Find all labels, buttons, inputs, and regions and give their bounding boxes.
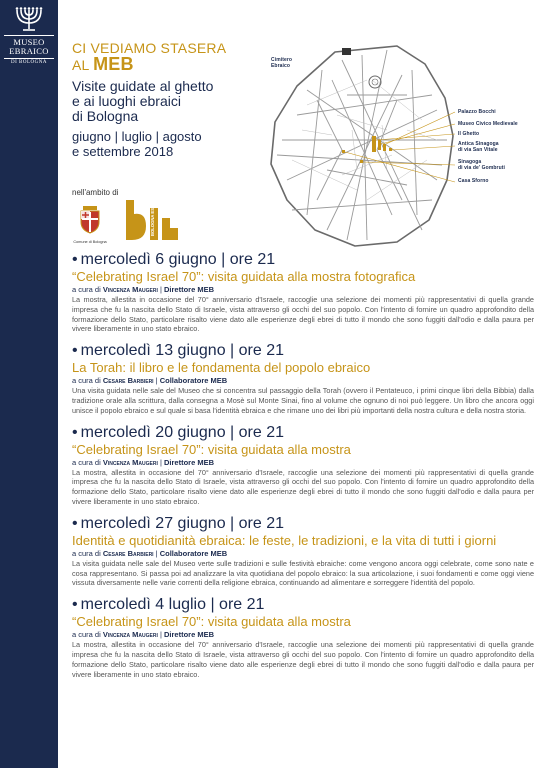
event-description: Una visita guidata nelle sale del Museo che si concentra sul passaggio della Torah (ovvero il Pentateuco, i primi cinque libri della Bibbia) dalla tradizione orale alla scrittura, dalla consegna a Mosè sul Monte Sinai, fino al volume che ognuno di noi può leggere. Un libro che ancora oggi unisce il popolo ebraico e sul quale si basa l'identità ebraica e che rimane uno dei libri più importanti della nostra cultura e della nostra storia. <box>72 386 534 415</box>
hero-subtitle-line: e ai luoghi ebraici <box>72 93 181 109</box>
map-label-sinagoga: Sinagoga di via de' Gombruti <box>458 159 505 171</box>
event-curator: a cura di Cesare Barbieri | Collaboratore MEB <box>72 376 228 386</box>
tagline-meb: MEB <box>93 54 134 74</box>
casa-sforno-marker <box>342 150 345 153</box>
event-title: Identità e quotidianità ebraica: le feste, le tradizioni, e la vita di tutti i giorni <box>72 532 497 548</box>
event-description: La mostra, allestita in occasione del 70° anniversario d'Israele, raccoglie una selezione dei momenti più rappresentativi di quella grande impresa che fu la nascita dello Stato di Israele, vista attraverso gli occhi del suo popolo. Con l'intento di fornire un quadro approfondito della formazione dello Stato, particolare risalto viene dato alle esperienze degli ebrei di tutto il mondo che sono fuggiti dall'odio e dalla paura per vivere liberamente in uno stato ebraico. <box>72 467 534 506</box>
events-list <box>72 251 534 687</box>
event-date: • mercoledì 6 giugno | ore 21 <box>72 251 276 268</box>
map-label-antica-sinagoga: Antica Sinagoga di via San Vitale <box>458 141 499 153</box>
event-item <box>72 596 534 679</box>
event-title: La Torah: il libro e le fondamenta del popolo ebraico <box>72 360 371 376</box>
comune-label: Comune di Bologna <box>73 240 107 244</box>
tagline-small: CI VEDIAMO STASERA <box>72 40 227 56</box>
event-curator: a cura di Cesare Barbieri | Collaboratore MEB <box>72 548 228 558</box>
antica-sinagoga-marker <box>389 148 392 151</box>
partners-block <box>72 188 155 244</box>
ghetto-map <box>247 40 532 250</box>
event-title: “Celebrating Israel 70”: visita guidata alla mostra <box>72 614 351 630</box>
event-curator: a cura di Vincenza Maugeri | Direttore MEB <box>72 630 215 640</box>
event-curator: a cura di Vincenza Maugeri | Direttore MEB <box>72 457 215 467</box>
coat-of-arms-icon <box>79 204 101 234</box>
hero-dates <box>72 129 252 159</box>
hero-subtitle <box>72 79 252 124</box>
event-date: • mercoledì 27 giugno | ore 21 <box>72 514 285 532</box>
hero-subtitle-line: di Bologna <box>72 108 139 124</box>
event-date: • mercoledì 4 luglio | ore 21 <box>72 596 265 614</box>
logo-line-ebraico: EBRAICO <box>9 46 49 56</box>
event-item <box>72 515 534 588</box>
event-curator: a cura di Vincenza Maugeri | Direttore MEB <box>72 285 215 294</box>
event-date: • mercoledì 20 giugno | ore 21 <box>72 423 285 441</box>
museo-marker <box>378 140 381 150</box>
tagline <box>72 40 252 73</box>
hero-dates-line: giugno | luglio | agosto <box>72 129 202 144</box>
event-item <box>72 342 534 415</box>
map-label-cimitero: Cimitero Ebraico <box>271 57 293 69</box>
tagline-prefix: AL <box>72 57 90 73</box>
event-description: La visita guidata nelle sale del Museo verte sulle tradizioni e sulle festività ebraiche: come vengono ancora oggi celebrate, come sono nate e cosa rappresentano. Si passa poi ad analizzare la vita quotidiana del popolo ebraico: la sua articolazione, i suoi fondamenti e come oggi viene vissuta diversamente nelle varie correnti della religione ebraica, continuando ad alimentare e sorreggere l'identità del popolo. <box>72 558 534 588</box>
map-label-museo: Museo Civico Medievale <box>458 121 518 127</box>
event-item <box>72 251 534 334</box>
hero-dates-line: e settembre 2018 <box>72 144 174 159</box>
cemetery-marker <box>342 48 351 55</box>
ambito-label: nell'ambito di <box>72 188 119 197</box>
museum-logo <box>4 6 54 65</box>
bologna-estate-text: BOLOGNA ESTATE <box>150 200 155 236</box>
event-date: • mercoledì 13 giugno | ore 21 <box>72 342 285 360</box>
event-title: “Celebrating Israel 70”: visita guidata alla mostra <box>72 441 351 457</box>
sinagoga-marker <box>360 160 363 163</box>
logo-line-museo: MUSEO <box>4 35 54 47</box>
palazzo-marker <box>383 144 386 151</box>
bologna-estate-logo <box>124 200 180 245</box>
hero-block <box>72 40 252 159</box>
menorah-icon <box>14 6 44 32</box>
hero-subtitle-line: Visite guidate al ghetto <box>72 78 214 94</box>
logo-line-bologna: DI BOLOGNA <box>4 58 54 65</box>
event-description: La mostra, allestita in occasione del 70° anniversario d'Israele, raccoglie una selezione dei momenti più rappresentativi di quella grande impresa che fu la nascita dello Stato di Israele, vista attraverso gli occhi del suo popolo. Con l'intento di fornire un quadro approfondito della formazione dello Stato, particolare risalto viene dato alle esperienze degli ebrei di tutto il mondo che sono fuggiti dall'odio e dalla paura per vivere liberamente in uno stato ebraico. <box>72 640 534 679</box>
map-label-palazzo: Palazzo Bocchi <box>458 109 496 115</box>
event-item <box>72 424 534 507</box>
event-title: “Celebrating Israel 70”: visita guidata alla mostra fotografica <box>72 269 416 284</box>
event-description: La mostra, allestita in occasione del 70° anniversario d'Israele, raccoglie una selezione dei momenti più rappresentativi di quella grande impresa che fu la nascita dello Stato di Israele, vista attraverso gli occhi del suo popolo. Con l'intento di fornire un quadro approfondito della formazione dello Stato, particolare risalto viene dato alle esperienze degli ebrei di tutto il mondo che sono fuggiti dall'odio e dalla paura per vivere liberamente in uno stato ebraico. <box>72 295 534 334</box>
ghetto-marker <box>372 136 376 152</box>
sidebar-band <box>0 0 58 768</box>
comune-logo <box>72 204 108 244</box>
map-label-casa: Casa Sforno <box>458 178 489 184</box>
map-label-ghetto: Il Ghetto <box>458 131 480 137</box>
